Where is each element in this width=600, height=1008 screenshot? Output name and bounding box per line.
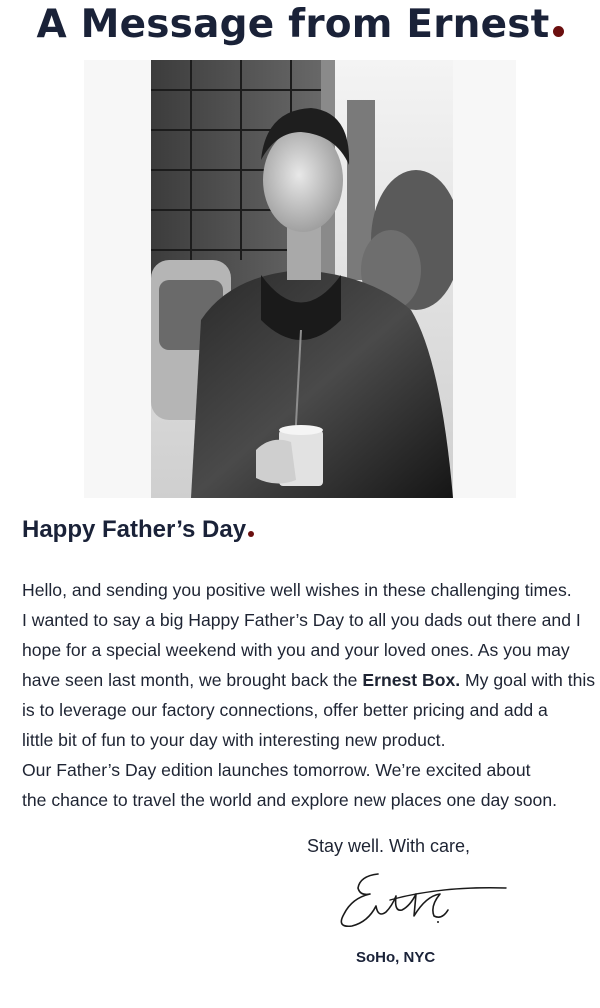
letter-line: hope for a special weekend with you and your loved ones. As you may <box>22 640 570 660</box>
signature-location: SoHo, NYC <box>356 949 436 966</box>
signature <box>330 866 510 936</box>
letter-line: Our Father’s Day edition launches tomorrow. We’re excited about <box>22 760 531 780</box>
letter-line-part: My goal with this <box>460 670 596 690</box>
signature-drawing <box>330 866 510 936</box>
page-title <box>0 2 600 47</box>
letter-body <box>22 575 594 815</box>
greeting-accent-dot <box>248 531 254 537</box>
title-text: A Message from Ernest <box>36 2 550 47</box>
photo-frame <box>84 60 516 498</box>
letter-line: the chance to travel the world and explore new places one day soon. <box>22 790 557 810</box>
letter-line-part: have seen last month, we brought back the <box>22 670 363 690</box>
letter-line: little bit of fun to your day with interesting new product. <box>22 730 446 750</box>
letter-line-with-brand <box>22 665 594 695</box>
greeting-heading <box>22 516 254 544</box>
greeting-text: Happy Father’s Day <box>22 516 247 543</box>
title-accent-dot <box>553 26 564 37</box>
ernest-box-brand: Ernest Box. <box>362 670 461 690</box>
portrait-photo <box>151 60 453 498</box>
portrait-photo-illustration <box>151 60 453 498</box>
letter-line: I wanted to say a big Happy Father’s Day to all you dads out there and I <box>22 610 581 630</box>
letter-line: is to leverage our factory connections, offer better pricing and add a <box>22 700 548 720</box>
letter-line: Hello, and sending you positive well wishes in these challenging times. <box>22 580 572 600</box>
closing-text: Stay well. With care, <box>307 836 471 856</box>
